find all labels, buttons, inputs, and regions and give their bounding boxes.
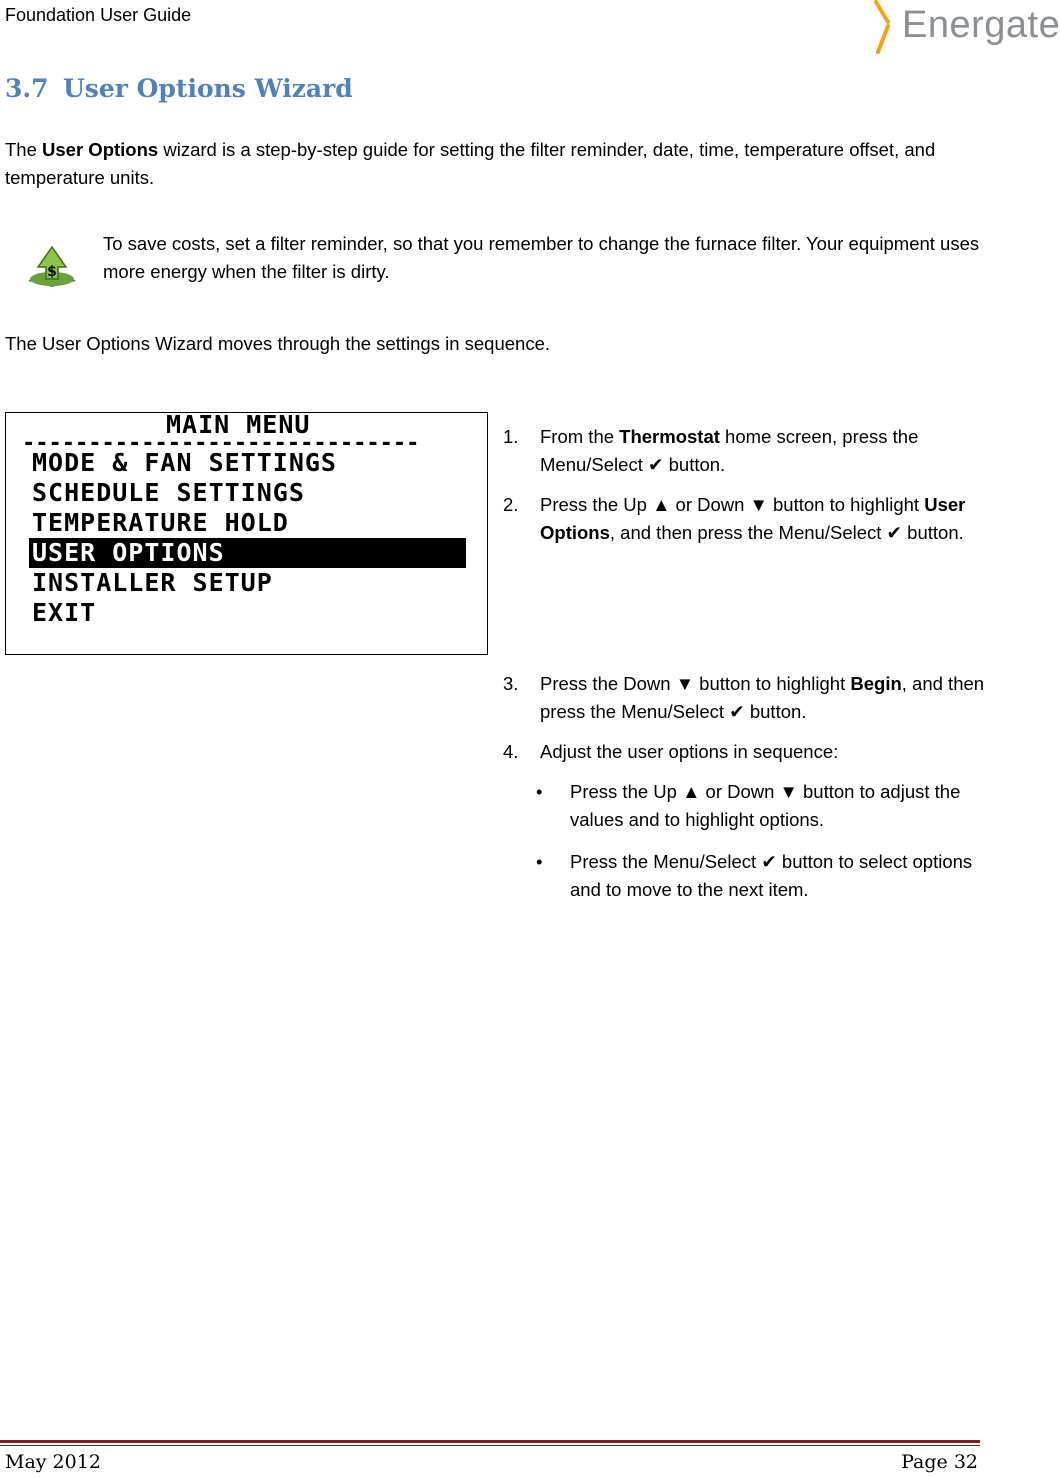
thermostat-main-menu-screen [5,412,488,655]
step-item [503,423,1003,479]
intro-suffix: wizard is a step-by-step guide for setting the filter reminder, date, time, temperature offset, and temperature units. [5,139,936,188]
lcd-menu-item: TEMPERATURE HOLD [32,508,289,537]
footer-rule [0,1440,980,1443]
tip-text: To save costs, set a filter reminder, so that you remember to change the furnace filter. Your equipment uses more energy when the filter is dirty. [103,233,980,282]
step-text-end: , and then press the Menu/Select ✔ button. [609,522,964,543]
document-title: Foundation User Guide [5,5,192,25]
energate-logo [870,0,1060,56]
step-text: From the [540,426,620,447]
step-text-end: home screen, press the Menu/Select ✔ button. [540,426,919,475]
bullet-item [503,848,1003,904]
step-number: 1. [503,426,519,447]
step-number: 2. [503,494,519,515]
footer-rule-thin [0,1445,980,1446]
lcd-menu-item-selected: USER OPTIONS [32,538,225,567]
section-heading [5,74,353,103]
lcd-menu-item: INSTALLER SETUP [32,568,273,597]
lcd-menu-item: EXIT [32,598,97,627]
steps-list-2 [503,670,1003,918]
step-bold: Thermostat [619,426,720,447]
svg-text:$: $ [47,264,57,280]
step-text-end: , and then press the Menu/Select ✔ button. [540,673,985,722]
step-bold: User Options [540,494,966,543]
intro-bold: User Options [42,139,159,160]
step-item [503,738,1003,766]
bullet-text: Press the Up ▲ or Down ▼ button to adjust the values and to highlight options. [570,781,961,830]
lcd-title: MAIN MENU [166,410,311,439]
step-number: 4. [503,741,519,762]
sequence-paragraph: The User Options Wizard moves through the settings in sequence. [5,333,550,354]
bullet-dot-icon: • [536,851,543,872]
intro-prefix: The [5,139,43,160]
steps-list-1 [503,423,1003,559]
step-text: Press the Up ▲ or Down ▼ button to highlight [540,494,925,515]
step-bold: Begin [850,673,902,694]
step-text: Adjust the user options in sequence: [540,741,839,762]
footer-date: May 2012 [5,1451,101,1473]
footer-page-number: Page 32 [901,1451,978,1473]
bullet-dot-icon: • [536,781,543,802]
lcd-divider: ------------------------------ [22,431,420,456]
lcd-menu-item: SCHEDULE SETTINGS [32,478,305,507]
step-item [503,491,1003,547]
step-number: 3. [503,673,519,694]
section-number: 3.7 [5,74,49,103]
section-title: User Options Wizard [63,74,353,103]
step-item [503,670,1003,726]
logo-wordmark: Energate [902,4,1060,46]
lcd-menu-item: MODE & FAN SETTINGS [32,448,337,477]
logo-chevron-icon [872,0,902,56]
step-text: Press the Down ▼ button to highlight [540,673,851,694]
intro-paragraph [5,136,1005,192]
bullet-text: Press the Menu/Select ✔ button to select options and to move to the next item. [570,851,973,900]
bullet-item [503,778,1003,834]
energy-savings-icon [24,243,80,293]
